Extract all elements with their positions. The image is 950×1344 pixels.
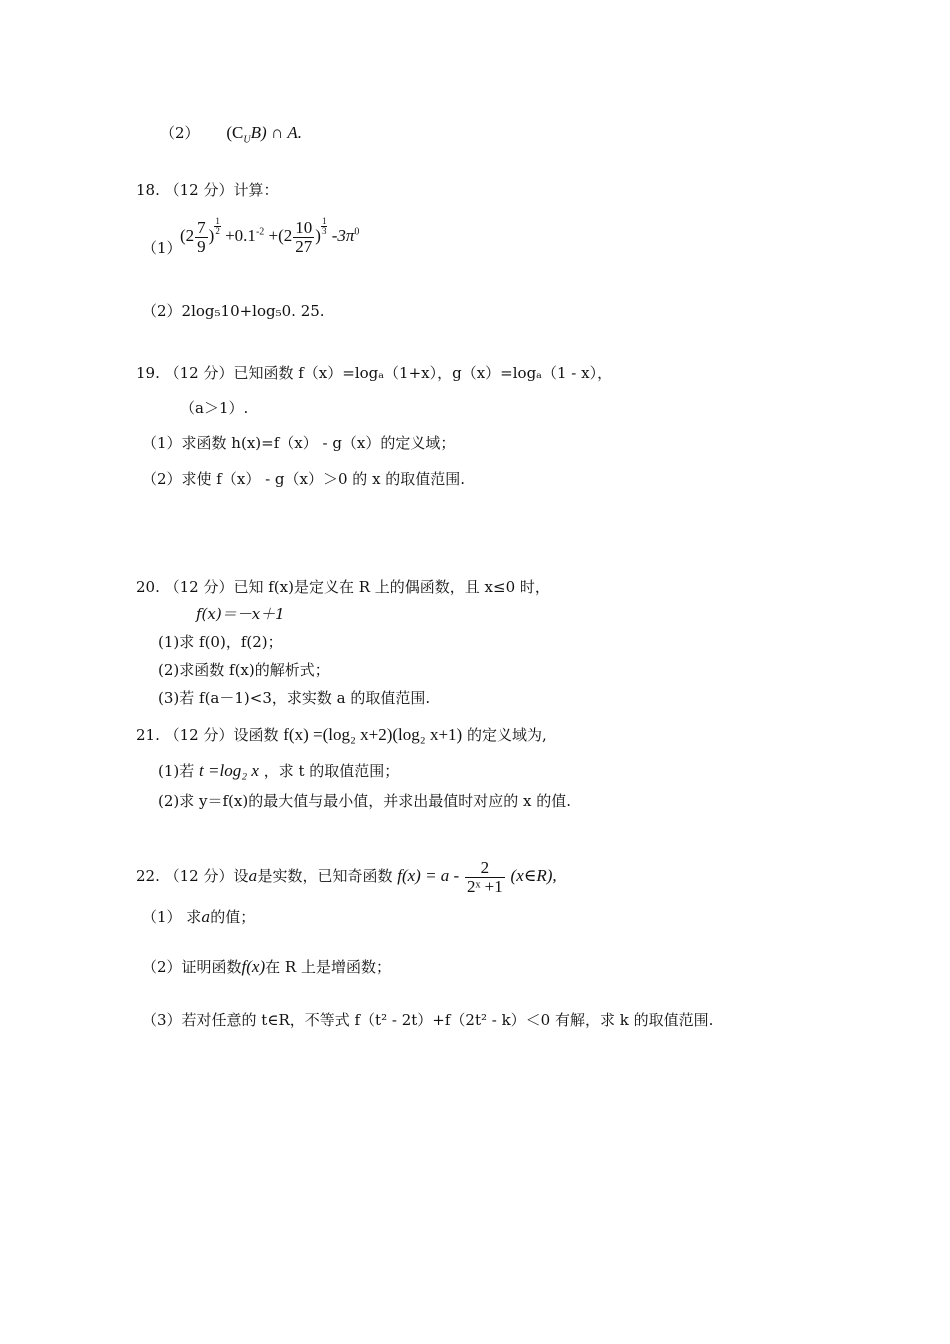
q18-term4-exponent: 0 xyxy=(354,226,360,238)
q18-term3-open: +(2 xyxy=(268,226,293,245)
q18-term2-exponent: -2 xyxy=(255,226,265,238)
q18-part1-expression: (2 $\frac{7}{9}$ ) $\frac{1}{2}$ $+0.1^{-2} +(2$ $\frac{10}{27}$ ) $\frac{1}{3}$ $-3\pi^0$ xyxy=(180,216,360,256)
q17-part2-expr xyxy=(226,123,303,146)
q18-term2: +0.1 xyxy=(225,226,256,245)
q19-condition: （a＞1）. xyxy=(180,399,249,417)
q18-term1-exponent: $\frac{1}{2}$ xyxy=(215,216,220,237)
q18-term3-exponent: $\frac{1}{3}$ xyxy=(321,216,327,237)
q22-part1: （1） 求a的值； xyxy=(142,908,256,926)
q21-header-tail: 的定义域为, xyxy=(467,726,547,744)
q22-header: 22. （12 分）设a是实数，已知奇函数 f(x) = a - $\frac{2}{\text{2ˣ +1}}$ (x∈R), xyxy=(136,857,557,896)
q17-intersect-a: ) ∩ A. xyxy=(260,123,303,142)
q22-part3: （3）若对任意的 t∈R，不等式 f（t² - 2t）+f（2t² - k）＜0 有解，求 k 的取值范围. xyxy=(142,1011,714,1029)
q17-open-paren: ( xyxy=(226,123,232,142)
q18-term1-fraction: $\frac{7}{9}$ xyxy=(197,217,206,256)
q20-part3: (3)若 f(a－1)<3，求实数 a 的取值范围. xyxy=(158,689,431,707)
q22-part2: （2）证明函数f(x)在 R 上是增函数； xyxy=(142,957,391,976)
q20-part2: (2)求函数 f(x)的解析式； xyxy=(158,661,330,679)
q17-part2 xyxy=(160,123,303,146)
q18-term3-fraction: $\frac{10}{27}$ xyxy=(295,217,313,256)
q21-function-formula: f(x) =(log₂ x+2)(log₂ x+1) xyxy=(283,725,463,744)
q21-header xyxy=(136,725,547,745)
q19-header: 19. （12 分）已知函数 f（x）=logₐ（1+x），g（x）=logₐ（1 - x）， xyxy=(136,364,613,382)
q17-set-b: B xyxy=(250,123,261,142)
q22-var-a: a xyxy=(248,867,258,885)
q17-part2-label: （2） xyxy=(160,124,200,142)
q21-substitution-formula: t =log₂ x xyxy=(199,761,259,780)
q20-part1: (1)求 f(0)，f(2)； xyxy=(158,633,283,651)
q21-part2: (2)求 y＝f(x)的最大值与最小值，并求出最值时对应的 x 的值. xyxy=(158,792,571,810)
q19-part2: （2）求使 f（x） - g（x）＞0 的 x 的取值范围. xyxy=(142,470,466,488)
q17-complement-symbol: C xyxy=(232,123,244,142)
q18-header: 18. （12 分）计算： xyxy=(136,181,279,199)
q18-term4: -3π xyxy=(331,226,355,245)
q18-term1-open: (2 xyxy=(180,226,195,245)
q18-part1-label: （1） xyxy=(142,239,182,257)
q22-formula-fraction: $\frac{2}{\text{2ˣ +1}}$ xyxy=(467,857,503,896)
q21-header-text: 21. （12 分）设函数 xyxy=(136,726,279,744)
q19-part1: （1）求函数 h(x)=f（x） - g（x）的定义域； xyxy=(142,434,456,452)
q22-formula-left: f(x) = a - xyxy=(397,866,460,885)
q18-part2: （2）2log₅10+log₅0. 25. xyxy=(142,302,325,320)
q20-header: 20. （12 分）已知 f(x)是定义在 R 上的偶函数，且 x≤0 时， xyxy=(136,578,550,596)
q17-universal-set: U xyxy=(243,134,251,146)
q22-part2-formula: f(x) xyxy=(241,957,266,976)
q20-formula: f(x)＝－x＋1 xyxy=(196,605,285,623)
q21-part1: (1)若 t =log₂ x ，求 t 的取值范围； xyxy=(158,761,400,780)
q22-formula-right: (x∈R), xyxy=(510,866,557,885)
